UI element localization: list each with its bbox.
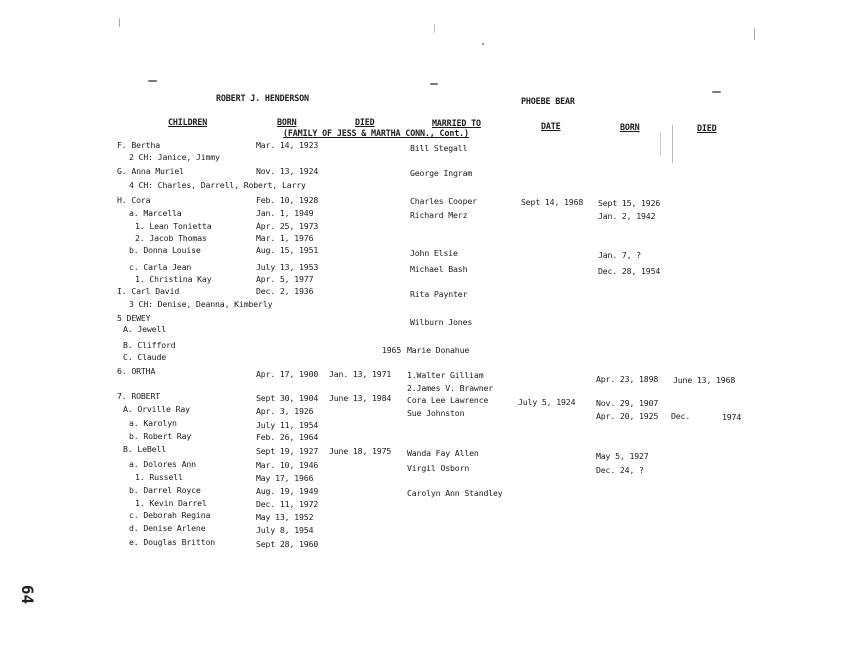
born-date: Feb. 26, 1964: [256, 432, 319, 442]
child-note: 2 CH: Janice, Jimmy: [129, 152, 220, 162]
born-date: May 17, 1966: [256, 473, 314, 483]
child-name: I. Carl David: [117, 286, 180, 296]
born-date: Mar. 10, 1946: [256, 460, 319, 470]
spouse-died-date: June 13, 1968: [673, 375, 736, 385]
spouse-born-date: Sept 15, 1926: [598, 198, 661, 208]
child-name: 5 DEWEY: [117, 313, 151, 323]
child-name: A. Jewell: [123, 324, 167, 334]
col-spouse-born: BORN: [620, 122, 640, 132]
spouse-name: John Elsie: [410, 248, 458, 258]
child-name: a. Dolores Ann: [129, 459, 196, 469]
child-name: C. Claude: [123, 352, 167, 362]
born-date: Sept 28, 1960: [256, 539, 319, 549]
grandchild-name: 1. Russell: [135, 472, 183, 482]
spouse-head-name: PHOEBE BEAR: [521, 96, 575, 106]
born-date: Aug. 15, 1951: [256, 245, 319, 255]
spouse-died-date: Dec.: [671, 411, 691, 421]
child-name: b. Darrel Royce: [129, 485, 201, 495]
child-name: B. LeBell: [123, 444, 167, 454]
spouse-name: Bill Stegall: [410, 143, 468, 153]
born-date: Mar. 1, 1976: [256, 233, 314, 243]
spouse-born-date: Apr. 20, 1925: [596, 411, 659, 421]
spouse-name: Wilburn Jones: [410, 317, 473, 327]
child-name: a. Karolyn: [129, 418, 177, 428]
col-died: DIED: [355, 117, 375, 127]
scan-speck: [672, 125, 673, 163]
child-name: G. Anna Muriel: [117, 166, 184, 176]
born-date: July 8, 1954: [256, 525, 314, 535]
spouse-born-date: Apr. 23, 1898: [596, 374, 659, 384]
spouse-name: George Ingram: [410, 168, 473, 178]
grandchild-name: 1. Christina Kay: [135, 274, 212, 284]
spouse-name: Rita Paynter: [410, 289, 468, 299]
born-date: Apr. 25, 1973: [256, 221, 319, 231]
born-date: Mar. 14, 1923: [256, 140, 319, 150]
spouse-name: Marie Donahue: [407, 345, 470, 355]
born-date: Sept 19, 1927: [256, 446, 319, 456]
born-date: Jan. 1, 1949: [256, 208, 314, 218]
col-children: CHILDREN: [168, 117, 208, 127]
scan-speck: [434, 24, 435, 33]
child-note: 4 CH: Charles, Darrell, Robert, Larry: [129, 180, 306, 190]
child-name: c. Deborah Regina: [129, 510, 211, 520]
child-name: b. Robert Ray: [129, 431, 192, 441]
child-name: B. Clifford: [123, 340, 176, 350]
scan-speck: [119, 18, 120, 27]
col-born: BORN: [277, 117, 297, 127]
scan-speck: [482, 43, 484, 45]
child-name: a. Marcella: [129, 208, 182, 218]
child-name: 6. ORTHA: [117, 366, 156, 376]
child-name: 7. ROBERT: [117, 391, 161, 401]
spouse-name: Sue Johnston: [407, 408, 465, 418]
child-name: A. Orville Ray: [123, 404, 190, 414]
spouse-died-year: 1974: [722, 412, 742, 422]
spouse-name: Cora Lee Lawrence: [407, 395, 489, 405]
scan-speck: [148, 80, 157, 82]
died-date: June 13, 1984: [329, 393, 392, 403]
scan-speck: [430, 83, 438, 85]
born-date: Apr. 5, 1977: [256, 274, 314, 284]
child-name: b. Donna Louise: [129, 245, 201, 255]
spouse-name: 2.James V. Brawner: [407, 383, 494, 393]
spouse-born-date: Dec. 24, ?: [596, 465, 644, 475]
scan-speck: [660, 132, 661, 156]
grandchild-name: 1. Kevin Darrel: [135, 498, 207, 508]
child-name: F. Bertha: [117, 140, 161, 150]
col-spouse-died: DIED: [697, 123, 717, 133]
spouse-name: Michael Bash: [410, 264, 468, 274]
born-date: Dec. 2, 1936: [256, 286, 314, 296]
family-head-name: ROBERT J. HENDERSON: [216, 93, 309, 103]
marriage-date: Sept 14, 1968: [521, 197, 584, 207]
marriage-date: July 5, 1924: [518, 397, 576, 407]
born-date: July 11, 1954: [256, 420, 319, 430]
born-date: Nov. 13, 1924: [256, 166, 319, 176]
died-date: June 18, 1975: [329, 446, 392, 456]
born-date: May 13, 1952: [256, 512, 314, 522]
born-date: Sept 30, 1904: [256, 393, 319, 403]
born-date: Aug. 19, 1949: [256, 486, 319, 496]
child-name: H. Cora: [117, 195, 151, 205]
died-date: Jan. 13, 1971: [329, 369, 392, 379]
born-date: Feb. 10, 1928: [256, 195, 319, 205]
child-note: 3 CH: Denise, Deanna, Kimberly: [129, 299, 273, 309]
spouse-born-date: May 5, 1927: [596, 451, 649, 461]
spouse-name: 1.Walter Gilliam: [407, 370, 484, 380]
born-date: July 13, 1953: [256, 262, 319, 272]
spouse-born-date: Dec. 28, 1954: [598, 266, 661, 276]
spouse-born-date: Jan. 7, ?: [598, 250, 642, 260]
col-date: DATE: [541, 121, 561, 131]
born-date: Apr. 17, 1900: [256, 369, 319, 379]
grandchild-name: 2. Jacob Thomas: [135, 233, 207, 243]
page-number: 64: [18, 584, 38, 605]
grandchild-name: 1. Lean Tonietta: [135, 221, 212, 231]
child-name: d. Denise Arlene: [129, 523, 206, 533]
spouse-name: Richard Merz: [410, 210, 468, 220]
born-date: Dec. 11, 1972: [256, 499, 319, 509]
spouse-name: Carolyn Ann Standley: [407, 488, 503, 498]
family-note: (FAMILY OF JESS & MARTHA CONN., Cont.): [283, 128, 469, 138]
spouse-born-date: Jan. 2, 1942: [598, 211, 656, 221]
scan-speck: [754, 28, 755, 40]
col-married-to: MARRIED TO: [432, 118, 481, 128]
died-date: 1965: [382, 345, 402, 355]
scan-speck: [712, 91, 721, 93]
child-name: c. Carla Jean: [129, 262, 192, 272]
spouse-name: Wanda Fay Allen: [407, 448, 479, 458]
spouse-born-date: Nov. 29, 1907: [596, 398, 659, 408]
born-date: Apr. 3, 1926: [256, 406, 314, 416]
spouse-name: Virgil Osborn: [407, 463, 470, 473]
spouse-name: Charles Cooper: [410, 196, 477, 206]
child-name: e. Douglas Britton: [129, 537, 216, 547]
